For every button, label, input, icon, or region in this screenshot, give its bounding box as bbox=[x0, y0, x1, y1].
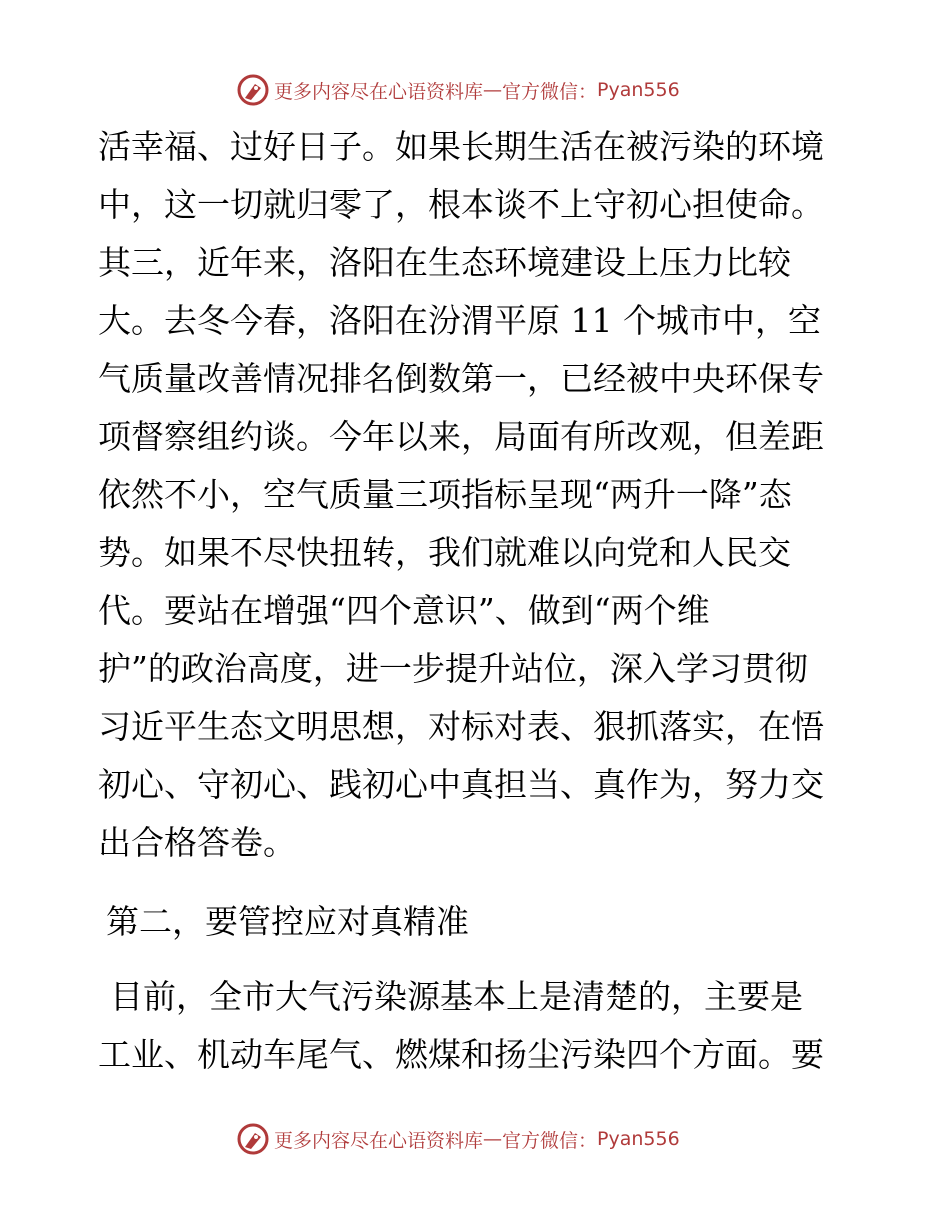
text-line: 代。要站在增强“四个意识”、做到“两个维 bbox=[98, 591, 710, 630]
watermark-wechat-label: 官方微信： bbox=[502, 80, 598, 103]
text-line: 初心、守初心、践初心中真担当、真作为，努力交 bbox=[98, 765, 824, 804]
watermark-header bbox=[236, 73, 680, 107]
pen-nib-logo-icon bbox=[236, 1122, 270, 1156]
watermark-dash: — bbox=[483, 1128, 503, 1150]
text-line: 中，这一切就归零了，根本谈不上守初心担使命。 bbox=[98, 185, 824, 224]
text-line: 活幸福、过好日子。如果长期生活在被污染的环境 bbox=[98, 127, 824, 166]
watermark-title: 更多内容尽在心语资料库 bbox=[274, 80, 484, 103]
watermark-wechat-id: Pyan556 bbox=[597, 1128, 680, 1150]
text-line: 势。如果不尽快扭转，我们就难以向党和人民交 bbox=[98, 533, 791, 572]
watermark-wechat-label: 官方微信： bbox=[502, 1129, 598, 1152]
text-line: 其三，近年来，洛阳在生态环境建设上压力比较 bbox=[98, 243, 791, 282]
text-line: 项督察组约谈。今年以来，局面有所改观，但差距 bbox=[98, 417, 824, 456]
watermark-title: 更多内容尽在心语资料库 bbox=[274, 1129, 484, 1152]
text-line: 习近平生态文明思想，对标对表、狠抓落实，在悟 bbox=[98, 707, 824, 746]
pen-nib-logo-icon bbox=[236, 73, 270, 107]
text-line: 护”的政治高度，进一步提升站位，深入学习贯彻 bbox=[98, 649, 808, 688]
watermark-dash: — bbox=[483, 79, 503, 101]
paragraph-2 bbox=[98, 968, 858, 1084]
text-line: 出合格答卷。 bbox=[98, 823, 296, 862]
section-heading: 第二，要管控应对真精准 bbox=[106, 902, 469, 941]
watermark-wechat-id: Pyan556 bbox=[597, 79, 680, 101]
watermark-footer bbox=[236, 1122, 680, 1156]
text-line: 目前，全市大气污染源基本上是清楚的，主要是 bbox=[110, 977, 803, 1016]
text-line: 工业、机动车尾气、燃煤和扬尘污染四个方面。要 bbox=[98, 1035, 824, 1074]
text-line: 气质量改善情况排名倒数第一，已经被中央环保专 bbox=[98, 359, 824, 398]
paragraph-1 bbox=[98, 118, 858, 872]
text-line: 依然不小，空气质量三项指标呈现“两升一降”态 bbox=[98, 475, 792, 514]
text-line: 大。去冬今春，洛阳在汾渭平原 11 个城市中，空 bbox=[98, 301, 821, 340]
